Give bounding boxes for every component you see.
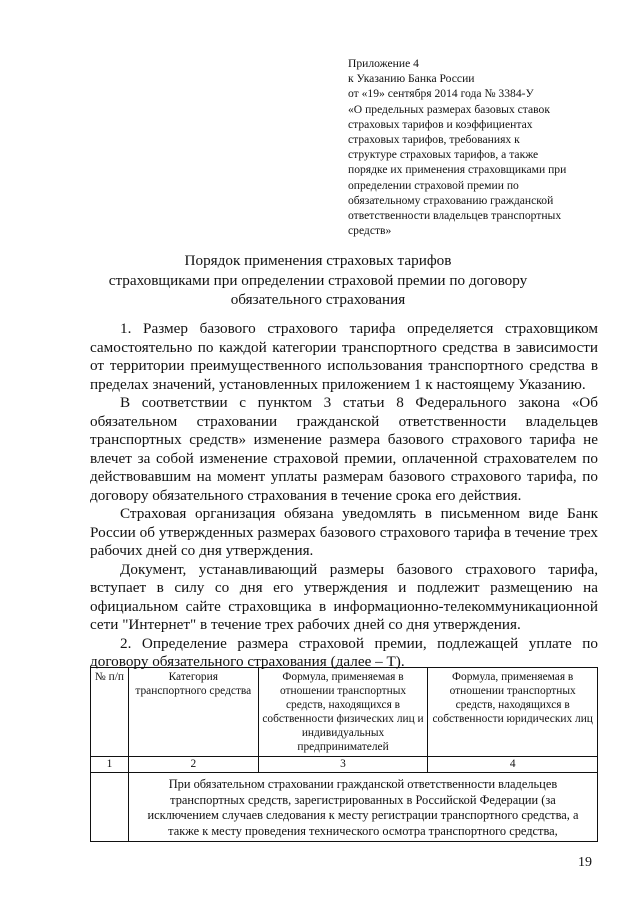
section-note: При обязательном страховании гражданской ответственности владельцев транспортных средств, зарегистрированных в Российской Федерации (за исключением случаев следования к месту регистрации транспортного средства, а также к месту проведения технического осмотра транспортного средства, [128, 773, 597, 842]
header-category: Категория транспортного средства [128, 668, 258, 757]
appendix-line: страховых тарифов, требованиях к [348, 133, 520, 147]
document-title [60, 251, 576, 310]
empty-cell [91, 773, 129, 842]
column-number: 1 [91, 757, 129, 773]
header-formula-individuals: Формула, применяемая в отношении транспортных средств, находящихся в собственности физических лиц и индивидуальных предпринимателей [258, 668, 428, 757]
paragraph-1: 1. Размер базового страхового тарифа определяется страховщиком самостоятельно по каждой категории транспортного средства в зависимости от территории преимущественного использования транспортного средства в пределах значений, установленных приложением 1 к настоящему Указанию. [90, 320, 598, 393]
column-number: 2 [128, 757, 258, 773]
appendix-reference [348, 56, 610, 238]
paragraph-4: Документ, устанавливающий размеры базового страхового тарифа, вступает в силу со дня его утверждения и подлежит размещению на официальном сайте страховщика в информационно-телекоммуникационной сети "Интернет" в течение трех рабочих дней со дня утверждения. [90, 560, 598, 633]
document-body [90, 320, 598, 672]
appendix-line: порядке их применения страховщиками при [348, 163, 567, 177]
appendix-line: Приложение 4 [348, 57, 419, 70]
title-line: обязательного страхования [230, 291, 406, 308]
paragraph-5: 2. Определение размера страховой премии, подлежащей уплате по договору обязательного страхования (далее – Т). [90, 634, 598, 670]
appendix-line: к Указанию Банка России [348, 72, 475, 86]
appendix-line: от «19» сентября 2014 года № 3384-У [348, 87, 534, 101]
column-number: 3 [258, 757, 428, 773]
table-row [91, 773, 598, 842]
header-formula-legal-entities: Формула, применяемая в отношении транспортных средств, находящихся в собственности юридических лиц [428, 668, 598, 757]
appendix-line: обязательному страхованию гражданской [348, 193, 554, 207]
column-number-row [91, 757, 598, 773]
title-line: страховщиками при определении страховой премии по договору [108, 271, 528, 289]
appendix-line: средств» [348, 224, 392, 238]
page-number: 19 [578, 855, 592, 870]
appendix-line: структуре страховых тарифов, а также [348, 148, 539, 162]
appendix-line: ответственности владельцев транспортных [348, 209, 562, 223]
appendix-line: определении страховой премии по [348, 178, 519, 192]
appendix-line: «О предельных размерах базовых ставок [348, 102, 550, 116]
column-number: 4 [428, 757, 598, 773]
tariff-table [90, 667, 598, 842]
paragraph-3: Страховая организация обязана уведомлять в письменном виде Банк России об утвержденных размерах базового страхового тарифа в течение трех рабочих дней со дня утверждения. [90, 505, 598, 559]
header-number: № п/п [91, 668, 129, 757]
appendix-line: страховых тарифов и коэффициентах [348, 117, 533, 131]
title-line: Порядок применения страховых тарифов [184, 252, 452, 269]
table-header-row [91, 668, 598, 757]
paragraph-2: В соответствии с пунктом 3 статьи 8 Федерального закона «Об обязательном страховании гражданской ответственности владельцев транспортных средств» изменение размера базового страхового тарифа не влечет за собой изменение страховой премии, оплаченной страхователем по действовавшим на момент уплаты размерам базового страхового тарифа, по договору обязательного страхования в течение срока его действия. [90, 394, 598, 504]
